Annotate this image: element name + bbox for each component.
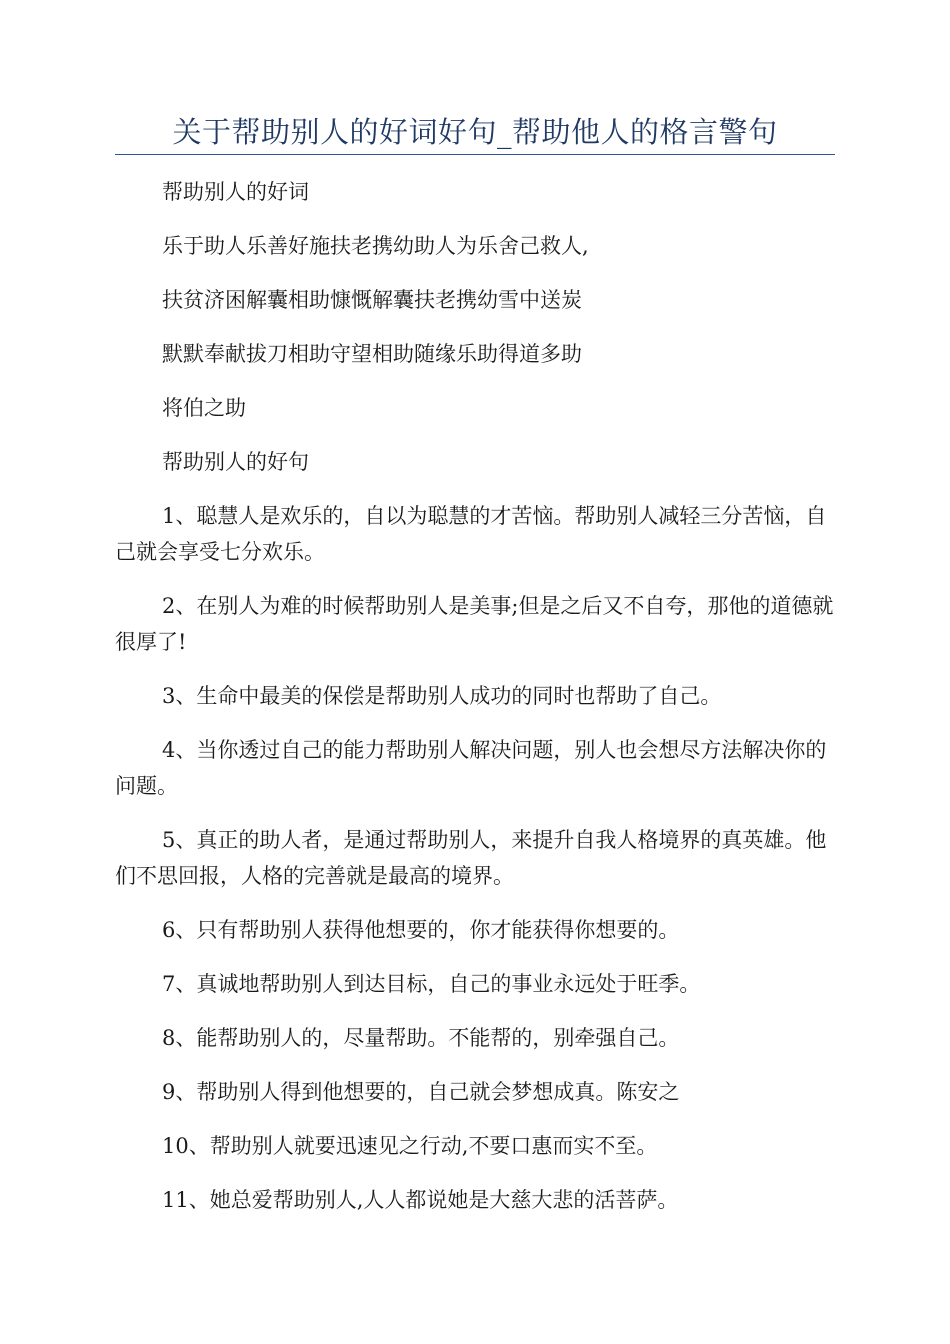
paragraph-sentence-5: 5、真正的助人者，是通过帮助别人，来提升自我人格境界的真英雄。他们不思回报，人格的完善就是最高的境界。 (115, 828, 827, 888)
paragraph-words-line-3: 默默奉献拔刀相助守望相助随缘乐助得道多助 (162, 342, 582, 366)
paragraph-sentence-2: 2、在别人为难的时候帮助别人是美事;但是之后又不自夸，那他的道德就很厚了! (115, 594, 834, 654)
paragraph-sentence-9: 9、帮助别人得到他想要的，自己就会梦想成真。陈安之 (162, 1080, 680, 1104)
paragraph-sentence-3: 3、生命中最美的保偿是帮助别人成功的同时也帮助了自己。 (162, 684, 722, 708)
paragraph-good-words-heading: 帮助别人的好词 (162, 180, 309, 204)
title-underline (115, 154, 835, 155)
document-body (115, 174, 835, 1236)
paragraph-words-line-2: 扶贫济困解囊相助慷慨解囊扶老携幼雪中送炭 (162, 288, 582, 312)
paragraph-sentence-1: 1、聪慧人是欢乐的，自以为聪慧的才苦恼。帮助别人减轻三分苦恼，自己就会享受七分欢乐。 (115, 504, 827, 564)
paragraph-sentence-11: 11、她总爱帮助别人,人人都说她是大慈大悲的活菩萨。 (162, 1188, 679, 1212)
paragraph-sentence-6: 6、只有帮助别人获得他想要的，你才能获得你想要的。 (162, 918, 680, 942)
paragraph-sentence-7: 7、真诚地帮助别人到达目标，自己的事业永远处于旺季。 (162, 972, 701, 996)
paragraph-sentence-8: 8、能帮助别人的，尽量帮助。不能帮的，别牵强自己。 (162, 1026, 680, 1050)
document-title: 关于帮助别人的好词好句_帮助他人的格言警句 (172, 115, 778, 149)
paragraph-sentence-4: 4、当你透过自己的能力帮助别人解决问题，别人也会想尽方法解决你的问题。 (115, 738, 827, 798)
paragraph-sentence-10: 10、帮助别人就要迅速见之行动,不要口惠而实不至。 (162, 1134, 658, 1158)
paragraph-words-line-4: 将伯之助 (162, 396, 246, 420)
paragraph-words-line-1: 乐于助人乐善好施扶老携幼助人为乐舍己救人, (162, 234, 589, 258)
paragraph-good-sentences-heading: 帮助别人的好句 (162, 450, 309, 474)
